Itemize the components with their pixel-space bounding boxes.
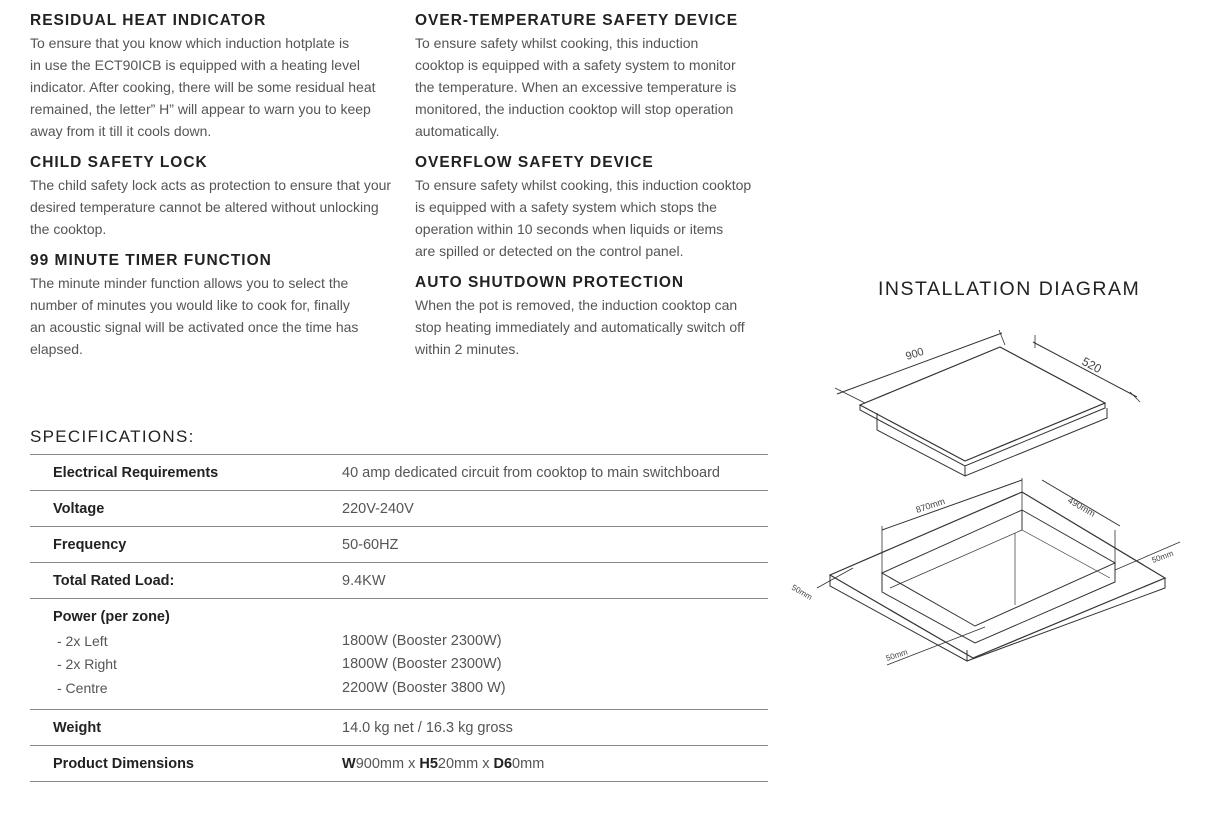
feature-title: CHILD SAFETY LOCK (30, 154, 208, 171)
feature-title: RESIDUAL HEAT INDICATOR (30, 12, 267, 29)
feature-description: To ensure safety whilst cooking, this induction cooktop is equipped with a safety system to monitor the temperature. When an excessive temperature is monitored, the induction cooktop will stop operation automatically. (415, 35, 737, 139)
dimension-width-label: 900 (904, 345, 926, 363)
feature-description: When the pot is removed, the induction cooktop can stop heating immediately and automatically switch off within 2 minutes. (415, 297, 745, 357)
feature-title: AUTO SHUTDOWN PROTECTION (415, 274, 685, 291)
spec-value: W900mm x H520mm x D60mm (342, 755, 545, 772)
table-row (30, 563, 768, 599)
feature-child-lock (30, 154, 400, 240)
spec-label: Electrical Requirements (53, 464, 219, 481)
zone-name: - Centre (57, 679, 108, 696)
spec-label: Frequency (53, 536, 127, 553)
cooktop-drawing (835, 330, 1140, 476)
installation-diagram-title: INSTALLATION DIAGRAM (878, 278, 1141, 300)
table-row (30, 710, 768, 746)
spec-value: 50-60HZ (342, 536, 399, 553)
table-row (30, 491, 768, 527)
zone-value: 1800W (Booster 2300W) (342, 656, 502, 672)
spec-value: 14.0 kg net / 16.3 kg gross (342, 719, 513, 736)
feature-title: OVER-TEMPERATURE SAFETY DEVICE (415, 12, 739, 29)
feature-auto-shutdown (415, 274, 765, 360)
cutout-drawing (817, 478, 1180, 665)
power-label: Power (per zone) (53, 609, 170, 625)
feature-title: 99 MINUTE TIMER FUNCTION (30, 252, 272, 269)
feature-title: OVERFLOW SAFETY DEVICE (415, 154, 654, 171)
margin-right-label: 50mm (1150, 548, 1175, 565)
installation-diagram (785, 330, 1195, 675)
spec-label: Total Rated Load: (53, 572, 175, 589)
features-mid-column (415, 12, 765, 372)
margin-left-label: 50mm (790, 582, 814, 602)
cutout-depth-label: 490mm (1066, 495, 1097, 519)
specifications-title: SPECIFICATIONS: (30, 427, 195, 446)
feature-residual-heat (30, 12, 400, 142)
dimension-depth-label: 520 (1079, 354, 1104, 377)
specifications-table (30, 454, 768, 782)
table-row (30, 527, 768, 563)
cutout-width-label: 870mm (914, 496, 947, 515)
zone-value: 1800W (Booster 2300W) (342, 632, 502, 649)
spec-label: Weight (53, 719, 102, 736)
margin-front-label: 50mm (884, 647, 909, 663)
spec-label: Voltage (53, 500, 105, 517)
zone-name: - 2x Right (57, 656, 117, 672)
spec-label (30, 599, 342, 710)
features-left-column (30, 12, 400, 372)
feature-over-temperature (415, 12, 765, 142)
feature-description: To ensure safety whilst cooking, this induction cooktop is equipped with a safety system which stops the operation within 10 seconds when liquids or items are spilled or detected on the control panel. (415, 177, 752, 259)
spec-value: 40 amp dedicated circuit from cooktop to main switchboard (342, 464, 720, 481)
table-row (30, 746, 768, 782)
feature-timer (30, 252, 400, 360)
feature-overflow (415, 154, 765, 262)
spec-value (342, 599, 768, 710)
zone-value: 2200W (Booster 3800 W) (342, 679, 506, 696)
spec-value: 9.4KW (342, 572, 386, 589)
feature-description: The child safety lock acts as protection to ensure that your desired temperature cannot be altered without unlocking the cooktop. (30, 177, 392, 237)
spec-label: Product Dimensions (53, 755, 194, 772)
feature-description: To ensure that you know which induction hotplate is in use the ECT90ICB is equipped with a heating level indicator. After cooking, there will be some residual heat remained, the letter” H” will appear to warn you to keep away from it till it cools down. (30, 35, 376, 139)
zone-name: - 2x Left (57, 632, 108, 649)
spec-value: 220V-240V (342, 500, 414, 517)
feature-description: The minute minder function allows you to select the number of minutes you would like to cook for, finally an acoustic signal will be activated once the time has elapsed. (30, 275, 359, 357)
table-row (30, 455, 768, 491)
table-row-power (30, 599, 768, 710)
